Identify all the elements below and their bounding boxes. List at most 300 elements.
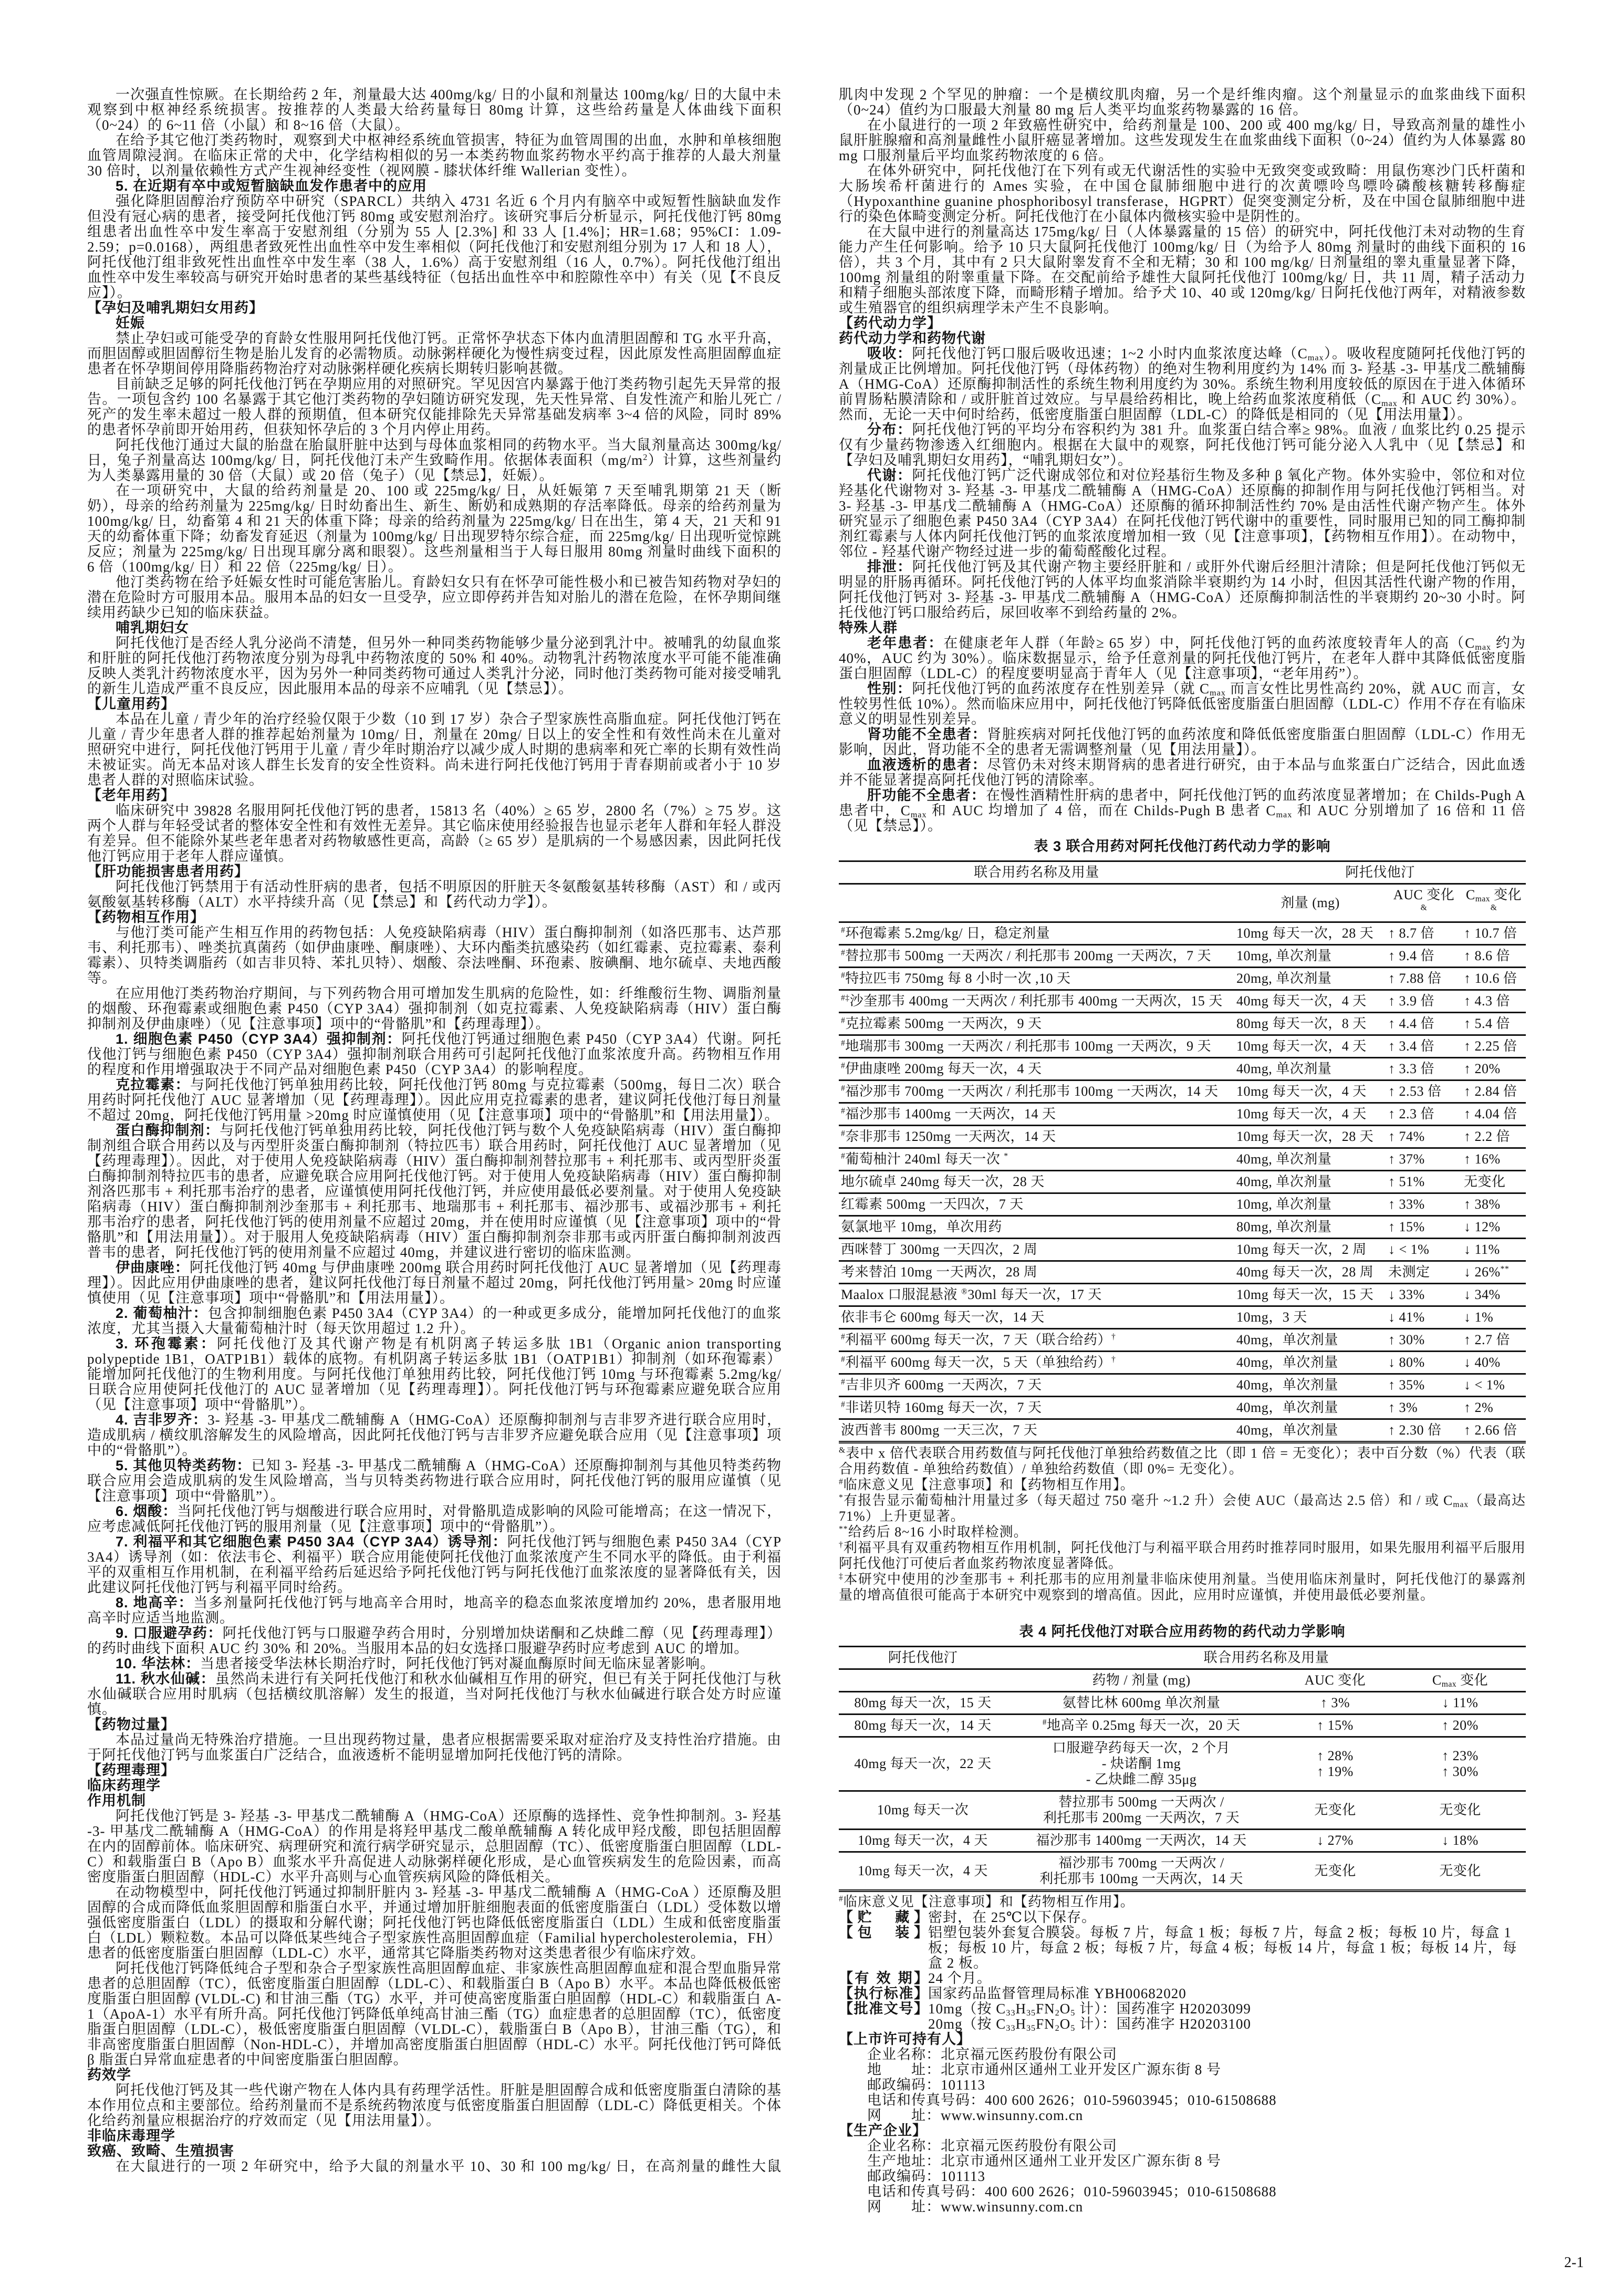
cell-line: - 炔诺酮 1mg [1101, 1756, 1181, 1771]
cell-auc: 未测定 [1388, 1264, 1430, 1280]
paragraph-text: 在慢性酒精性肝病的患者中，阿托伐他汀钙的血药浓度显著增加；在 Childs-Pugh A 患者中，$C_{max}$ 和 AUC 均增加了 4 倍，而在 Childs-Pugh B 患者 $C_{max}$ 和 AUC 分别增加了 16 倍和 11 倍（见【禁忌】）。 [839, 787, 1526, 834]
field-value [928, 1910, 1526, 1925]
cell-cmax: ↓ 11% [1464, 1242, 1500, 1257]
table-row [839, 1035, 1526, 1058]
field-label: 【贮 藏】 [839, 1909, 928, 1925]
paragraph-text: 已知 3- 羟基 -3- 甲基戊二酰辅酶 A（HMG-CoA）还原酶抑制剂与其他贝特类药物联合应用会造成肌病的发生风险增高，当与贝特类药物进行联合应用时，阿托伐他汀钙的服用应谨慎（见【注意事项】项中“骨骼肌”）。 [87, 1458, 782, 1504]
table-row [839, 1261, 1526, 1284]
paragraph [87, 438, 782, 483]
section-heading: 【药理毒理】 [87, 1762, 175, 1778]
right-column [839, 87, 1526, 2215]
cell-cmax [1395, 1692, 1526, 1715]
paragraph [87, 1260, 782, 1306]
cell-drug: 西咪替丁 300mg 一天四次，2 周 [841, 1242, 1038, 1257]
table-note: #临床意义见【注意事项】和【药物相互作用】。 [839, 1894, 1135, 1909]
paragraph-lead: 11. 秋水仙碱： [116, 1671, 215, 1687]
paragraph-text: 阿托伐他汀钙广泛代谢成邻位和对位羟基衍生物及多种 β 氧化产物。体外实验中，邻位和对位羟基化代谢物对 3- 羟基 -3- 甲基戊二酰辅酶 A（HMG-CoA）还原酶的抑制作用与阿托伐他汀钙相当。对 3- 羟基 -3- 甲基戊二酰辅酶 A（HMG-CoA）还原酶的循环抑制活性约 70% 是由活性代谢产物产生。体外研究显示了细胞色素 P450 3A4（CYP 3A4）在阿托伐他汀钙代谢中的重要性，同时服用已知的同工酶抑制剂红霉素与人体内阿托伐他汀钙的血浆浓度增加相一致（见【注意事项】，【药物相互作用】）。在动物中，邻位 - 羟基代谢产物经过进一步的葡萄醛酸化过程。 [839, 467, 1526, 559]
cell-auc: ↑ 2.53 倍 [1388, 1084, 1442, 1099]
table-row [839, 1329, 1526, 1352]
table-row [839, 1306, 1526, 1329]
cell-cmax: ↑ 2% [1464, 1400, 1494, 1415]
cell-dose: 10mg, 单次剂量 [1236, 948, 1332, 963]
paragraph [87, 1032, 782, 1077]
subsection-heading: 特殊人群 [839, 620, 898, 636]
paragraph-text: 与阿托伐他汀钙单独用药比较，阿托伐他汀钙 80mg 与克拉霉素（500mg，每日二次）联合用药时阿托伐他汀 AUC 显著增加（见【药理毒理】）。因此应用克拉霉素的患者，建议阿托伐他汀每日剂量不超过 20mg，阿托伐他汀钙用量 >20mg 时应谨慎使用（见【注意事项】项中的“骨骼肌”和【用法用量】）。 [87, 1077, 782, 1123]
cell-line: 氨替比林 600mg 单次剂量 [1062, 1695, 1221, 1710]
cell-dose: 40mg，单次剂量 [1236, 1422, 1338, 1438]
cell-dose: 10mg 每天一次，4 天 [1236, 1106, 1367, 1121]
cell-dose: 10mg 每天一次，4 天 [1236, 1038, 1367, 1054]
paragraph-text: 阿托伐他汀钙 40mg 与伊曲康唑 200mg 联合用药时阿托伐他汀 AUC 显著增加（见【药理毒理】）。因此应用伊曲康唑的患者，建议阿托伐他汀每日剂量不超过 20mg，阿托伐他汀钙用量> 20mg 时应谨慎使用（见【注意事项】项中“骨骼肌”和【用法用量】）。 [87, 1260, 782, 1306]
cell-auc [1276, 1830, 1395, 1852]
paragraph [839, 163, 1526, 224]
paragraph-text: 肾脏疾病对阿托伐他汀钙的血药浓度和降低低密度脂蛋白胆固醇（LDL-C）作用无影响，因此，肾功能不全的患者无需调整剂量（见【用法用量】）。 [839, 726, 1526, 757]
cell-dose: 40mg, 单次剂量 [1236, 1174, 1332, 1189]
cell-cmax: ↓ 1% [1464, 1310, 1494, 1325]
cell-dose: 10mg 每天一次，28 天 [1236, 926, 1374, 941]
cell-line: 无变化 [1314, 1802, 1356, 1817]
company-info-line: 电话和传真号码：400 600 2626；010-59603945；010-61508688 [867, 2184, 1277, 2199]
header-cell: 药物 / 剂量 (mg) [1092, 1672, 1191, 1688]
paragraph-text: 阿托伐他汀钙降低纯合子型和杂合子型家族性高胆固醇血症、非家族性高胆固醇血症和混合型血脂异常患者的总胆固醇（TC），低密度脂蛋白胆固醇（LDL-C）、和载脂蛋白 B（Apo B）水平。本品也降低极低密度脂蛋白胆固醇 (VLDL-C) 和甘油三酯（TG）水平，并可使高密度脂蛋白胆固醇（HDL-C）和载脂蛋白 A-1（ApoA-1）水平有所升高。阿托伐他汀钙降低单纯高甘油三酯（TG）血症患者的总胆固醇（TC），低密度脂蛋白胆固醇（LDL-C），极低密度脂蛋白胆固醇（VLDL-C），载脂蛋白 B（Apo B），甘油三酯（TG），和非高密度脂蛋白胆固醇（Non-HDL-C），并增加高密度脂蛋白胆固醇（HDL-C）水平。阿托伐他汀钙可降低 β 脂蛋白异常血症患者的中间密度脂蛋白胆固醇。 [87, 1960, 782, 2068]
header-cell: 联合用药名称及用量 [974, 865, 1099, 880]
company-info-line: 电话和传真号码：400 600 2626；010-59603945；010-61508688 [867, 2092, 1277, 2108]
table-note: #临床意义见【注意事项】和【药物相互作用】。 [839, 1477, 1135, 1492]
paragraph-text: 本品过量尚无特殊治疗措施。一旦出现药物过量，患者应根据需要采取对症治疗及支持性治疗措施。由于阿托伐他汀钙与血浆蛋白广泛结合，血液透析不能明显增加阿托伐他汀钙的清除。 [87, 1732, 782, 1763]
paragraph [87, 1077, 782, 1123]
paragraph [839, 559, 1526, 620]
paragraph-lead: 4. 吉非罗齐： [116, 1412, 208, 1428]
page-number: 2-1 [1564, 2255, 1584, 2271]
cell-auc: ↑ 33% [1388, 1197, 1425, 1212]
cell-cmax: ↑ 2.66 倍 [1464, 1422, 1517, 1438]
info-field [839, 1910, 1526, 1925]
cell-auc [1276, 1737, 1395, 1791]
cell-cmax: ↓ 40% [1464, 1355, 1501, 1370]
paragraph [839, 636, 1526, 681]
table-row [839, 1715, 1526, 1737]
paragraph-text: 在应用他汀类药物治疗期间，与下列药物合用可增加发生肌病的危险性，如：纤维酸衍生物、调脂剂量的烟酸、环孢霉素或细胞色素 P450（CYP 3A4）强抑制剂（如克拉霉素、人免疫缺陷病毒（HIV）蛋白酶抑制剂及伊曲康唑）（见【注意事项】项中的“骨骼肌”和【药理毒理】）。 [87, 985, 782, 1032]
cell-drug [1007, 1852, 1276, 1891]
paragraph-lead: 8. 地高辛： [116, 1595, 194, 1611]
paragraph-text: 阿托伐他汀钙与口服避孕药合用时，分别增加炔诺酮和乙炔雌二醇（见【药理毒理】）的药时曲线下面积 AUC 约 30% 和 20%。当服用本品的妇女选择口服避孕药时应考虑到 AUC 的增加。 [87, 1625, 782, 1656]
cell-drug: #吉非贝齐 600mg 一天两次，7 天 [841, 1377, 1042, 1393]
paragraph-lead: 5. 其他贝特类药物： [116, 1458, 252, 1473]
cell-drug: #特拉匹韦 750mg 每 8 小时一次 ,10 天 [841, 971, 1071, 986]
section-heading: 【老年用药】 [87, 787, 175, 803]
table-row [839, 1397, 1526, 1419]
cell-line: ↑ 20% [1442, 1718, 1479, 1733]
paragraph-text: 本品在儿童 / 青少年的治疗经验仅限于少数（10 到 17 岁）杂合子型家族性高脂血症。阿托伐他汀钙在儿童 / 青少年患者人群的推荐起始剂量为 10mg/ 日，剂量在 20mg/ 日以上的安全性和有效性尚未在儿童对照研究中进行，阿托伐他汀钙用于儿童 / 青少年时期治疗以减少成人时期的患病率和死亡率的长期有效性尚未被证实。尚无本品对该人群生长发育的安全性资料。尚未进行阿托伐他汀钙用于青春期前或者小于 10 岁患者人群的对照临床试验。 [87, 711, 782, 788]
cell-dose: 80mg, 单次剂量 [1236, 1219, 1332, 1234]
table-row [839, 1126, 1526, 1148]
paragraph-text: 包含抑制细胞色素 P450 3A4（CYP 3A4）的一种或更多成分，能增加阿托伐他汀的血浆浓度，尤其当摄入大量葡萄柚汁时（每天饮用超过 1.2 升）。 [87, 1305, 782, 1336]
paragraph-text: 阿托伐他汀钙口服后吸收迅速；1~2 小时内血浆浓度达峰$(C_{max})$。吸收程度随阿托伐他汀钙的剂量成正比例增加。阿托伐他汀钙（母体药物）的绝对生物利用度约为 14% 而 3- 羟基 -3- 甲基戊二酰辅酶 A（HMG-CoA）还原酶抑制活性的系统生物利用度约为 30%。系统生物利用度较低的原因在于进入体循环前胃肠粘膜清除和 / 或肝脏首过效应。与早晨给药相比，晚上给药血浆浓度稍低（$C_{max}$ 和 AUC 约 30%）。然而，无论一天中何时给药，低密度脂蛋白胆固醇（LDL-C）的降低是相同的（见【用法用量】）。 [839, 346, 1526, 422]
paragraph-text: 阿托伐他汀及其代谢产物是有机阴离子转运多肽 1B1（Organic anion transporting polypeptide 1B1，OATP1B1）载体的底物。有机阴离子转运多肽 1B1（OATP1B1）抑制剂（如环孢霉素）能增加阿托伐他汀的生物利用度。与阿托伐他汀单独用药比较，阿托伐他汀钙 10mg 与环孢霉素 5.2mg/kg/ 日联合应用使阿托伐他汀的 AUC 显著增加（见【药理毒理】）。阿托伐他汀钙与环孢霉素应避免联合应用（见【注意事项】项中“骨骼肌”）。 [87, 1336, 782, 1412]
cell-drug: #福沙那韦 700mg 一天两次 / 利托那韦 100mg 一天两次，14 天 [841, 1084, 1219, 1099]
paragraph [87, 483, 782, 575]
paragraph-text: 当多剂量阿托伐他汀钙与地高辛合用时，地高辛的稳态血浆浓度增加约 20%，患者服用地高辛时应适当地监测。 [87, 1595, 782, 1626]
field-value [928, 1971, 1526, 1986]
field-line: 密封，在 25℃以下保存。 [928, 1909, 1096, 1925]
field-label: 【包 装】 [839, 1925, 928, 1940]
company-info-line: 邮政编码：101113 [867, 2168, 985, 2184]
cell-cmax [1395, 1791, 1526, 1830]
paragraph [839, 87, 1526, 118]
paragraph [839, 224, 1526, 316]
cell-cmax: ↓ 34% [1464, 1287, 1501, 1302]
cell-cmax: ↑ 38% [1464, 1197, 1501, 1212]
cell-auc: ↑ 35% [1388, 1377, 1425, 1393]
paragraph [87, 2083, 782, 2128]
cell-drug: #非诺贝特 160mg 每天一次，7 天 [841, 1400, 1042, 1415]
paragraph-text: 一次强直性惊厥。在长期给药 2 年，剂量最大达 400mg/kg/ 日的小鼠和剂量达 100mg/kg/ 日的大鼠中未观察到中枢神经系统损害。按推荐的人类最大给药量每日 80mg 计算，这些给药量是人体曲线下面积（0~24）的 6~11 倍（小鼠）和 8~16 倍（大鼠）。 [87, 87, 782, 133]
paragraph-text: 阿托伐他汀钙与细胞色素 P450 3A4（CYP 3A4）诱导剂（如：依法韦仑、利福平）联合应用能使阿托伐他汀血浆浓度产生不同水平的降低。由于利福平的双重相互作用机制，在利福平给药后延迟给予阿托伐他汀钙与阿托伐他汀血浆浓度的显著降低有关，因此建议阿托伐他汀钙与利福平同时给药。 [87, 1534, 782, 1595]
paragraph [87, 1534, 782, 1595]
cell-line: - 乙炔雌二醇 35μg [1086, 1772, 1197, 1787]
subsection-heading: 非临床毒理学 [87, 2128, 175, 2144]
cell-cmax [1395, 1852, 1526, 1891]
table-notes [839, 1894, 1526, 1910]
paragraph-text: 与他汀类可能产生相互作用的药物包括：人免疫缺陷病毒（HIV）蛋白酶抑制剂（如洛匹那韦、达芦那韦、利托那韦）、唑类抗真菌药（如伊曲康唑、酮康唑）、大环内酯类抗感染药（如红霉素、克拉霉素、泰利霉素）、贝特类调脂药（如吉非贝特、苯扎贝特）、烟酸、奈法唑酮、环孢素、胺碘酮、地尔硫卓、夫地西酸等。 [87, 924, 782, 986]
paragraph-text: 临床研究中 39828 名服用阿托伐他汀钙的患者，15813 名（40%）≥ 65 岁，2800 名（7%）≥ 75 岁。这两个人群与年轻受试者的整体安全性和有效性无差异。其它临床使用经验报告也显示老年人群和年轻人群没有差异。但不能除外某些老年患者对药物敏感性更高，高龄（≥ 65 岁）是肌病的一个易感因素，因此阿托伐他汀钙应用于老年人群应谨慎。 [87, 803, 782, 864]
paragraph-lead: 代谢： [867, 467, 912, 483]
table-3 [839, 839, 1526, 1603]
table-note: **给药后 8~16 小时取样检测。 [839, 1524, 1028, 1540]
cell-dose: 80mg 每天一次，8 天 [1236, 1016, 1367, 1031]
header-cell: 阿托伐他汀 [888, 1650, 958, 1665]
subsection-heading: 作用机制 [87, 1793, 146, 1809]
cell-dose: 40mg, 单次剂量 [1236, 1061, 1332, 1076]
cell-drug: #克拉霉素 500mg 一天两次，9 天 [841, 1016, 1042, 1031]
cell-atorvastatin: 10mg 每天一次，4 天 [858, 1863, 988, 1878]
paragraph-text: 虽然尚未进行有关阿托伐他汀和秋水仙碱相互作用的研究，但已有关于阿托伐他汀与秋水仙碱联合应用时肌病（包括横纹肌溶解）发生的报道，当对阿托伐他汀与秋水仙碱进行联合处方时应谨慎。 [87, 1671, 782, 1717]
paragraph [839, 757, 1526, 788]
paragraph-lead: 1. 细胞色素 P450（CYP 3A4）强抑制剂： [116, 1031, 402, 1047]
cell-auc: ↑ 4.4 倍 [1388, 1016, 1435, 1031]
paragraph [839, 346, 1526, 422]
paragraph-lead: 克拉霉素： [116, 1077, 190, 1093]
paragraph [839, 468, 1526, 559]
paragraph [87, 925, 782, 986]
field-value [928, 1986, 1526, 2001]
paragraph [87, 712, 782, 788]
left-column [87, 87, 782, 2174]
paragraph [839, 118, 1526, 163]
paragraph-text: 阿托伐他汀钙是 3- 羟基 -3- 甲基戊二酰辅酶 A（HMG-CoA）还原酶的选择性、竞争性抑制剂。3- 羟基 -3- 甲基戊二酰辅酶 A（HMG-CoA）的作用是将羟甲基戊二酸单酰辅酶 A 转化成甲羟戊酸，即包括胆固醇在内的固醇前体。临床研究、病理研究和流行病学研究显示，总胆固醇（TC）、低密度脂蛋白胆固醇（LDL-C）和载脂蛋白 B（Apo B）血浆水平升高促进人动脉粥样硬化形成，是心血管疾病发生的危险因素，而高密度脂蛋白胆固醇（HDL-C）水平升高则与心血管疾病风险的降低相关。 [87, 1808, 782, 1885]
cell-cmax: ↓ 12% [1464, 1219, 1501, 1234]
cell-cmax: ↑ 2.2 倍 [1464, 1129, 1511, 1144]
paragraph-lead: 肾功能不全患者： [867, 726, 987, 742]
cell-cmax: ↑ 4.04 倍 [1464, 1106, 1517, 1121]
paragraph [87, 133, 782, 179]
cell-dose: 40mg，单次剂量 [1236, 1332, 1338, 1347]
cell-line: ↑ 23% [1442, 1748, 1479, 1763]
paragraph [87, 194, 782, 300]
paragraph-lead: 3. 环孢霉素： [116, 1336, 217, 1352]
cell-atorvastatin: 10mg 每天一次 [877, 1802, 969, 1817]
table-4 [839, 1624, 1526, 1910]
table-row [839, 1103, 1526, 1126]
field-line: 10mg（按 $C_{33}H_{35}FN_2O_5$ 计）：国药准字 H20203099 [928, 2001, 1251, 2018]
paragraph-text: 他汀类药物在给予妊娠女性时可能危害胎儿。育龄妇女只有在怀孕可能性极小和已被告知药物对孕妇的潜在危险时方可服用本品。服用本品的妇女一旦受孕，应立即停药并告知对胎儿的潜在危险，在怀孕期间继续用药缺少已知的临床获益。 [87, 574, 782, 620]
cell-auc: ↓ 33% [1388, 1287, 1425, 1302]
cell-auc: ↑ 8.7 倍 [1388, 926, 1435, 941]
paragraph [839, 727, 1526, 757]
cell-drug: #利福平 600mg 每天一次，7 天（联合给药）† [841, 1332, 1116, 1347]
cell-line: 替拉那韦 500mg 一天两次 / [1058, 1794, 1224, 1810]
paragraph-text: 在健康老年人群（年龄≥ 65 岁）中，阿托伐他汀钙的血药浓度较青年人的高（$C_{max}$ 约为 40%，AUC 约为 30%）。临床数据显示，给予任意剂量的阿托伐他汀钙片，在老年人群中其降低低密度脂蛋白胆固醇（LDL-C）的程度要明显高于青年人（见【注意事项】，“老年用药”）。 [839, 635, 1526, 681]
table-header-row [839, 1647, 1526, 1669]
paragraph [839, 788, 1526, 834]
cell-atorvastatin: 80mg 每天一次，14 天 [854, 1718, 992, 1733]
cell-cmax: ↑ 16% [1464, 1151, 1501, 1167]
cell-dose: 40mg，单次剂量 [1236, 1400, 1338, 1415]
paragraph-lead: 6. 烟酸： [116, 1503, 178, 1519]
cell-auc: ↑ 9.4 倍 [1388, 948, 1435, 963]
paragraph-text: 目前缺乏足够的阿托伐他汀钙在孕期应用的对照研究。罕见因宫内暴露于他汀类药物引起先天异常的报告。一项包含约 100 名暴露于其它他汀类药物的孕妇随访研究发现，先天性异常、自发性流产和胎儿死亡 / 死产的发生率未超过一般人群的预期值，但本研究仅能排除先天异常基础发病率 3~4 倍的风险，同时 89% 的患者怀孕前即开始用药，但获知怀孕后的 3 个月内停止用药。 [87, 376, 782, 438]
cell-cmax: ↑ 20% [1464, 1061, 1501, 1076]
table-row [839, 1013, 1526, 1035]
cell-auc: ↓ < 1% [1388, 1242, 1430, 1257]
cell-cmax [1395, 1830, 1526, 1852]
paragraph [87, 1458, 782, 1504]
field-line: 24 个月。 [928, 1970, 992, 1986]
cell-drug: #伊曲康唑 200mg 每天一次，4 天 [841, 1061, 1042, 1076]
paragraph [87, 986, 782, 1032]
paragraph [87, 575, 782, 620]
cell-cmax: ↑ 10.7 倍 [1464, 926, 1517, 941]
paragraph-text: 肌肉中发现 2 个罕见的肿瘤：一个是横纹肌肉瘤，另一个是纤维肉瘤。这个剂量显示的血浆曲线下面积（0~24）值约为口服最大剂量 80 mg 后人类平均血浆药物暴露的 16 倍。 [839, 87, 1526, 118]
section-heading: 【肝功能损害患者用药】 [87, 864, 249, 879]
company-info-line: 邮政编码：101113 [867, 2077, 985, 2093]
field-label: 【批准文号】 [839, 2001, 928, 2017]
cell-drug: #‡沙奎那韦 400mg 一天两次 / 利托那韦 400mg 一天两次，15 天 [841, 993, 1223, 1009]
cell-cmax: ↑ 4.3 倍 [1464, 993, 1511, 1009]
header-cell: $C_{max}$ 变化 & [1465, 887, 1522, 912]
cell-line: ↓ 11% [1442, 1695, 1479, 1710]
header-cell [839, 1669, 1007, 1692]
company-info-line: 企业名称：北京福元医药股份有限公司 [867, 2138, 1117, 2154]
paragraph-text: 阿托伐他汀钙的血药浓度存在性别差异（就 $C_{max}$ 而言女性比男性高约 20%，就 AUC 而言，女性较男性低 10%）。然而临床应用中，阿托伐他汀钙降低低密度脂蛋白胆固醇（LDL-C）作用不存在有临床意义的明显性别差异。 [839, 681, 1526, 727]
cell-dose: 40mg，单次剂量 [1236, 1355, 1338, 1370]
header-cell: 阿托伐他汀 [1345, 865, 1415, 880]
section-heading: 【药物过量】 [87, 1717, 175, 1732]
field-line: 20mg（按 $C_{33}H_{35}FN_2O_5$ 计）：国药准字 H20203100 [928, 2016, 1251, 2033]
table-row [839, 1374, 1526, 1397]
cell-cmax: 无变化 [1464, 1174, 1506, 1189]
table-row [839, 1737, 1526, 1791]
paragraph-lead: 肝功能不全患者： [867, 787, 986, 803]
info-field [839, 1986, 1526, 2001]
table-row [839, 1193, 1526, 1216]
paragraph-lead: 10. 华法林： [116, 1656, 201, 1671]
paragraph-text: 在小鼠进行的一项 2 年致癌性研究中，给药剂量是 100、200 或 400 mg/kg/ 日，导致高剂量的雄性小鼠肝脏腺瘤和高剂量雌性小鼠肝癌显著增加。这些发现发生在血浆曲线下面积（0~24）值约为人体暴露 80 mg 口服剂量后平均血浆药物浓度的 6 倍。 [839, 117, 1526, 163]
paragraph-text: 当阿托伐他汀钙与烟酸进行联合应用时，对骨骼肌造成影响的风险可能增高；在这一情况下，应考虑减低阿托伐他汀钙的服用剂量（见【注意事项】项中的“骨骼肌”）。 [87, 1503, 782, 1534]
field-value [928, 1925, 1526, 1971]
indented-subheading: 5. 在近期有卒中或短暂脑缺血发作患者中的应用 [116, 178, 428, 194]
subsection-heading: 致癌、致畸、生殖损害 [87, 2143, 234, 2159]
paragraph-text: 在大鼠进行的一项 2 年研究中，给予大鼠的剂量水平 10、30 和 100 mg/kg/ 日，在高剂量的雌性大鼠 [116, 2158, 782, 2174]
cell-drug: Maalox 口服混悬液 ®30ml 每天一次，17 天 [841, 1287, 1102, 1302]
cell-line: 无变化 [1314, 1863, 1356, 1878]
paragraph-text: 在动物模型中，阿托伐他汀钙通过抑制肝脏内 3- 羟基 -3- 甲基戊二酰辅酶 A（HMG-CoA ）还原酶及胆固醇的合成而降低血浆胆固醇和脂蛋白水平，并通过增加肝脏细胞表面的低密度脂蛋白（LDL）受体数以增强低密度脂蛋白（LDL）的摄取和分解代谢；阿托伐他汀钙也降低低密度脂蛋白（LDL）生成和低密度脂蛋白（LDL）颗粒数。本品可以降低某些纯合子型家族性高胆固醇血症（Familial hypercholesterolemia，FH）患者的低密度脂蛋白胆固醇（LDL-C）水平，通常其它降脂类药物对这类患者很少有临床疗效。 [87, 1884, 782, 1961]
cell-dose: 10mg 每天一次，2 周 [1236, 1242, 1367, 1257]
cell-auc: ↑ 15% [1388, 1219, 1425, 1234]
table-title: 表 4 阿托伐他汀对联合应用药物的药代动力学影响 [1019, 1624, 1346, 1639]
paragraph-text: 在一项研究中，大鼠的给药剂量是 20、100 或 225mg/kg/ 日，从妊娠第 7 天至哺乳期第 21 天（断奶），母亲的给药剂量为 225mg/kg/ 日时幼畜出生、新生、断奶和成熟期的存活率降低。母亲的给药剂量为 100mg/kg/ 日，幼畜第 4 和 21 天的体重下降；母亲的给药剂量为 225mg/kg/ 日在出生，第 4 天，21 天和 91 天的幼畜体重下降；幼畜发育延迟（剂量为 100mg/kg/ 日出现罗特尔综合症，而 225mg/kg/ 日出现听觉惊跳反应；剂量为 225mg/kg/ 日出现耳廓分离和眼裂）。这些剂量相当于人每日服用 80mg 剂量时曲线下面积的 6 倍（100mg/kg/ 日）和 22 倍（225mg/kg/ 日）。 [87, 483, 782, 575]
cell-line: ↑ 19% [1317, 1764, 1354, 1779]
cell-drug: 氨氯地平 10mg，单次用药 [841, 1219, 1002, 1234]
paragraph [87, 1885, 782, 1961]
cell-cmax: ↑ 10.6 倍 [1464, 971, 1517, 986]
header-cell: AUC 变化 [1304, 1672, 1366, 1688]
cell-line: ↑ 3% [1320, 1695, 1350, 1710]
cell-cmax: ↑ 2.7 倍 [1464, 1332, 1511, 1347]
section-heading: 【儿童用药】 [87, 696, 175, 712]
cell-auc: ↑ 3.9 倍 [1388, 993, 1435, 1009]
cell-drug [1007, 1791, 1276, 1830]
paragraph-text: 禁止孕妇或可能受孕的育龄女性服用阿托伐他汀钙。正常怀孕状态下体内血清胆固醇和 TG 水平升高，而胆固醇或胆固醇衍生物是胎儿发育的必需物质。动脉粥样硬化为慢性病变过程，因此原发性高胆固醇血症患者在怀孕期间停用降脂药物治疗对动脉粥样硬化疾病长期转归影响甚微。 [87, 330, 782, 377]
indented-subheading: 妊娠 [116, 315, 145, 331]
table-row [839, 1216, 1526, 1239]
paragraph-text: 在给予其它他汀类药物时，观察到犬中枢神经系统血管损害，特征为血管周围的出血，水肿和单核细胞血管周隙浸润。在临床正常的犬中，化学结构相似的另一本类药物血浆药物水平约高于推荐的人最大剂量 30 倍时，以剂量依赖性方式产生视神经变性（视网膜 - 膝状体纤维 Wallerian 变性）。 [87, 132, 782, 179]
table-row [839, 1284, 1526, 1306]
cell-cmax: ↑ 2.84 倍 [1464, 1084, 1517, 1099]
subsection-heading: 临床药理学 [87, 1778, 161, 1793]
cell-drug: 地尔硫卓 240mg 每天一次，28 天 [841, 1174, 1045, 1189]
cell-line: ↓ 18% [1442, 1833, 1479, 1848]
table-row [839, 1239, 1526, 1261]
paragraph-text: 阿托伐他汀钙的平均分布容积约为 381 升。血浆蛋白结合率≥ 98%。血液 / 血浆比约 0.25 提示仅有少量药物渗透入红细胞内。根据在大鼠中的观察，阿托伐他汀钙可能分泌入人乳中（见【禁忌】和【孕妇及哺乳期妇女用药】，“哺乳期妇女”）。 [839, 422, 1526, 468]
paragraph-lead: 老年患者： [867, 635, 944, 651]
header-cell: 剂量 (mg) [1281, 895, 1340, 910]
cell-drug: 红霉素 500mg 一天四次，7 天 [841, 1197, 1024, 1212]
cell-auc: ↑ 30% [1388, 1332, 1425, 1347]
paragraph [87, 636, 782, 697]
cell-line: #地高辛 0.25mg 每天一次，20 天 [1042, 1718, 1241, 1733]
cell-cmax: ↑ 2.25 倍 [1464, 1038, 1517, 1054]
cell-line: 利托那韦 200mg 一天两次，7 天 [1043, 1810, 1240, 1825]
cell-auc [1276, 1852, 1395, 1891]
cell-dose: 40mg，单次剂量 [1236, 1377, 1338, 1393]
table-row [839, 1171, 1526, 1193]
field-label: 【有 效 期】 [839, 1970, 928, 1986]
paragraph-lead: 排泄： [867, 559, 912, 575]
section-heading: 【上市许可持有人】 [839, 2031, 971, 2047]
paragraph [87, 803, 782, 864]
paragraph [87, 1671, 782, 1717]
paragraph [87, 1504, 782, 1534]
paragraph-lead: 蛋白酶抑制剂： [116, 1123, 220, 1138]
paragraph-text: 尽管仍未对终末期肾病的患者进行研究，由于本品与血浆蛋白广泛结合，因此血透并不能显著提高阿托伐他汀钙的清除率。 [839, 757, 1526, 788]
cell-cmax: ↑ 5.4 倍 [1464, 1016, 1511, 1031]
section-heading: 【药代动力学】 [839, 315, 942, 331]
company-info-line: 生产地址：北京市通州区通州工业开发区广源东街 8 号 [867, 2153, 1221, 2169]
company-info-line: 地 址：北京市通州区通州工业开发区广源东街 8 号 [867, 2062, 1221, 2077]
paragraph [87, 331, 782, 377]
cell-line: ↑ 28% [1317, 1748, 1354, 1763]
subsection-heading: 药效学 [87, 2067, 131, 2083]
cell-auc: ↑ 74% [1388, 1129, 1425, 1144]
paragraph-text: 阿托伐他汀是否经人乳分泌尚不清楚，但另外一种同类药物能够少量分泌到乳汁中。被哺乳的幼鼠血浆和肝脏的阿托伐他汀药物浓度分别为母乳中药物浓度的 50% 和 40%。动物乳汁药物浓度水平可能不能准确反映人类乳汁药物浓度水平，因为另外一种同类药物可通过人类乳汁分泌，同时他汀类药物可能对接受哺乳的新生儿造成严重不良反应，因此服用本品的母亲不应哺乳（见【禁忌】）。 [87, 635, 782, 697]
paragraph-lead: 分布： [867, 422, 912, 438]
table-row [839, 968, 1526, 990]
paragraph [87, 1732, 782, 1763]
paragraph [87, 2159, 782, 2174]
cell-dose: 10mg 每天一次，4 天 [1236, 1084, 1367, 1099]
cell-auc: ↑ 3.3 倍 [1388, 1061, 1435, 1076]
coadministered-drug-table [839, 1646, 1526, 1892]
cell-drug: #环孢霉素 5.2mg/kg/ 日，稳定剂量 [841, 926, 1050, 941]
paragraph-text: 阿托伐他汀钙通过细胞色素 P450（CYP 3A4）代谢。阿托伐他汀钙与细胞色素 P450（CYP 3A4）强抑制剂联合用药可引起阿托伐他汀血浆浓度升高。药物相互作用的程度和作用增强取决于不同产品对细胞色素 P450（CYP 3A4）的影响程度。 [87, 1031, 782, 1077]
paragraph [87, 1306, 782, 1336]
header-cell: 联合用药名称及用量 [1203, 1650, 1329, 1665]
info-field [839, 1971, 1526, 1986]
table-row [839, 1058, 1526, 1081]
cell-dose: 20mg, 单次剂量 [1236, 971, 1332, 986]
cell-auc: ↑ 7.88 倍 [1388, 971, 1442, 986]
cell-auc [1276, 1692, 1395, 1715]
cell-auc: ↑ 2.30 倍 [1388, 1422, 1442, 1438]
paragraph-lead: 吸收： [867, 346, 912, 361]
field-value [928, 2001, 1526, 2032]
cell-line: 利托那韦 100mg 一天两次，14 天 [1039, 1871, 1243, 1886]
section-heading: 【孕妇及哺乳期妇女用药】 [87, 300, 264, 316]
paragraph [87, 1123, 782, 1260]
cell-auc: ↑ 51% [1388, 1174, 1425, 1189]
drug-interaction-table [839, 860, 1526, 1443]
paragraph [87, 1336, 782, 1412]
paragraph-lead: 9. 口服避孕药： [116, 1625, 223, 1641]
cell-drug [1007, 1737, 1276, 1791]
cell-dose: 10mg, 单次剂量 [1236, 1197, 1332, 1212]
paragraph [87, 879, 782, 910]
table-row [839, 1081, 1526, 1103]
paragraph-text: 阿托伐他汀通过大鼠的胎盘在胎鼠肝脏中达到与母体血浆相同的药物水平。当大鼠剂量高达 300mg/kg/ 日，兔子剂量高达 100mg/kg/ 日，阿托伐他汀未产生致畸作用。依据体表面积$(mg/m^2)$计算，这些剂量约为人类暴露用量的 30 倍（大鼠）或 20 倍（兔子）（见【禁忌】，妊娠）。 [87, 437, 782, 483]
cell-auc [1276, 1791, 1395, 1830]
cell-dose: 40mg, 单次剂量 [1236, 1151, 1332, 1167]
cell-dose: 40mg 每天一次，28 周 [1236, 1264, 1374, 1280]
paragraph-lead: 2. 葡萄柚汁： [116, 1305, 208, 1321]
table-title: 表 3 联合用药对阿托伐他汀药代动力学的影响 [1034, 838, 1331, 854]
cell-dose: 10mg 每天一次，15 天 [1236, 1287, 1374, 1302]
subsection-heading: 药代动力学和药物代谢 [839, 330, 986, 346]
field-label: 【执行标准】 [839, 1986, 928, 2001]
cell-drug: #福沙那韦 1400mg 一天两次，14 天 [841, 1106, 1056, 1121]
section-heading: 【生产企业】 [839, 2123, 927, 2138]
table-row [839, 945, 1526, 968]
table-subheader-row [839, 884, 1526, 922]
paragraph [87, 1656, 782, 1671]
header-cell: AUC 变化 & [1393, 887, 1455, 912]
info-field [839, 1925, 1526, 1971]
cell-cmax: ↓ 26%** [1464, 1264, 1510, 1280]
table-row [839, 1791, 1526, 1830]
table-row [839, 990, 1526, 1013]
paragraph [87, 1412, 782, 1458]
paragraph [839, 422, 1526, 468]
cell-line: 无变化 [1439, 1802, 1481, 1817]
paragraph-text: 3- 羟基 -3- 甲基戊二酰辅酶 A（HMG-CoA）还原酶抑制剂与吉非罗齐进行联合应用时，造成肌病 / 横纹肌溶解发生的风险增高，因此阿托伐他汀钙与吉非罗齐应避免联合应用（见【注意事项】项中的“骨骼肌”）。 [87, 1412, 782, 1458]
paragraph-text: 阿托伐他汀钙及其代谢产物主要经肝脏和 / 或肝外代谢后经胆汁清除；但是阿托伐他汀钙似无明显的肝肠再循环。阿托伐他汀钙的人体平均血浆消除半衰期约为 14 小时，但因其活性代谢产物的作用，阿托伐他汀钙对 3- 羟基 -3- 甲基戊二酰辅酶 A（HMG-CoA）还原酶抑制活性的半衰期约 20~30 小时。阿托伐他汀钙口服给药后，尿回收率不到给药量的 2%。 [839, 559, 1526, 620]
cell-drug: #地瑞那韦 300mg 一天两次 / 利托那韦 100mg 一天两次，9 天 [841, 1038, 1211, 1054]
paragraph-text: 与阿托伐他汀钙单独用药比较，阿托伐他汀钙与数个人免疫缺陷病毒（HIV）蛋白酶抑制剂组合联合用药以及与丙型肝炎蛋白酶抑制剂（特拉匹韦）联合用药时，阿托伐他汀 AUC 显著增加（见【药理毒理】）。因此，对于使用人免疫缺陷病毒（HIV）蛋白酶抑制剂替拉那韦 + 利托那韦、或丙型肝炎蛋白酶抑制剂特拉匹韦的患者，应避免联合应用阿托伐他汀钙。对于使用人免疫缺陷病毒（HIV）蛋白酶抑制剂洛匹那韦 + 利托那韦治疗的患者，应谨慎使用阿托伐他汀钙，并应使用最低必要剂量。对于使用人免疫缺陷病毒（HIV）蛋白酶抑制剂沙奎那韦 + 利托那韦、地瑞那韦 + 利托那韦、福沙那韦、或福沙那韦 + 利托那韦治疗的患者，阿托伐他汀钙的使用剂量不应超过 20mg，并在使用时应谨慎（见【注意事项】项中的“骨骼肌”和【用法用量】）。对于服用人免疫缺陷病毒（HIV）蛋白酶抑制剂奈非那韦或丙肝蛋白酶抑制剂波西普韦的患者，阿托伐他汀钙的使用剂量不应超过 40mg，并建议进行密切的临床监测。 [87, 1123, 782, 1260]
paragraph-lead: 伊曲康唑： [116, 1260, 190, 1275]
paragraph-text: 在大鼠中进行的剂量高达 175mg/kg/ 日（人体暴露量的 15 倍）的研究中，阿托伐他汀未对动物的生育能力产生任何影响。给予 10 只大鼠阿托伐他汀 100mg/kg/ 日（为给予人 80mg 剂量时的曲线下面积的 16 倍），共 3 个月，其中有 2 只大鼠附睾发育不全和无精；30 和 100 mg/kg/ 日剂量组的睾丸重量显著下降，100mg 剂量组的附睾重量下降。在交配前给予雄性大鼠阿托伐他汀 100mg/kg/ 日，共 11 周，精子活动力和精子细胞头部浓度下降，而畸形精子增加。给予犬 10、40 或 120mg/kg/ 日阿托伐他汀两年，对精液参数或生殖器官的组织病理学未产生不良影响。 [839, 224, 1526, 316]
cell-line: ↑ 30% [1442, 1764, 1479, 1779]
company-info-line: 企业名称：北京福元医药股份有限公司 [867, 2046, 1117, 2062]
